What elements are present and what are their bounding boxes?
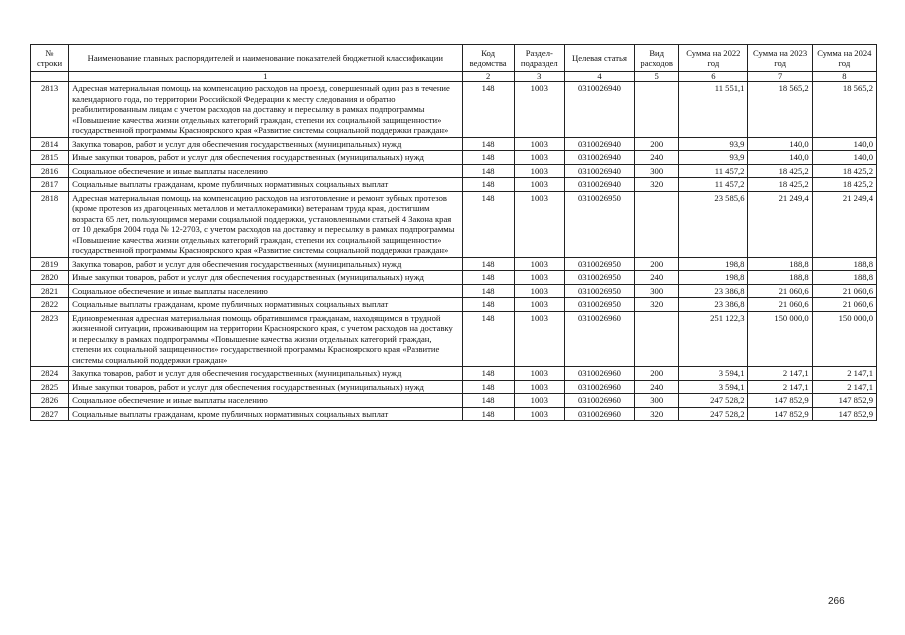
sum-2023: 21 060,6 xyxy=(748,284,812,297)
section-code: 1003 xyxy=(514,380,564,393)
sum-2022: 23 386,8 xyxy=(679,284,748,297)
table-header xyxy=(31,45,877,82)
row-number: 2827 xyxy=(31,407,69,420)
sum-2022: 23 386,8 xyxy=(679,298,748,311)
dept-code: 148 xyxy=(462,151,514,164)
sum-2023: 2 147,1 xyxy=(748,380,812,393)
header-sum-2023: Сумма на 2023 год xyxy=(748,45,812,72)
table-row xyxy=(31,191,877,257)
target-article: 0310026960 xyxy=(564,394,634,407)
dept-code: 148 xyxy=(462,367,514,380)
dept-code: 148 xyxy=(462,311,514,366)
sum-2024: 2 147,1 xyxy=(812,367,876,380)
page-number: 266 xyxy=(828,596,845,607)
row-name: Закупка товаров, работ и услуг для обеспечения государственных (муниципальных) нужд xyxy=(69,367,462,380)
header-name: Наименование главных распорядителей и наименование показателей бюджетной классификации xyxy=(69,45,462,72)
row-number: 2814 xyxy=(31,137,69,150)
dept-code: 148 xyxy=(462,164,514,177)
expense-type: 300 xyxy=(635,394,679,407)
section-code: 1003 xyxy=(514,367,564,380)
column-number xyxy=(31,72,69,82)
sum-2023: 2 147,1 xyxy=(748,367,812,380)
sum-2022: 11 551,1 xyxy=(679,82,748,137)
table-row xyxy=(31,394,877,407)
sum-2024: 18 425,2 xyxy=(812,164,876,177)
sum-2023: 150 000,0 xyxy=(748,311,812,366)
row-number: 2821 xyxy=(31,284,69,297)
sum-2022: 93,9 xyxy=(679,151,748,164)
sum-2024: 147 852,9 xyxy=(812,407,876,420)
sum-2023: 147 852,9 xyxy=(748,407,812,420)
target-article: 0310026960 xyxy=(564,407,634,420)
row-number: 2818 xyxy=(31,191,69,257)
expense-type: 240 xyxy=(635,271,679,284)
table-row xyxy=(31,137,877,150)
table-row xyxy=(31,178,877,191)
target-article: 0310026940 xyxy=(564,151,634,164)
expense-type: 320 xyxy=(635,178,679,191)
expense-type xyxy=(635,82,679,137)
sum-2023: 18 425,2 xyxy=(748,164,812,177)
section-code: 1003 xyxy=(514,284,564,297)
sum-2023: 21 249,4 xyxy=(748,191,812,257)
target-article: 0310026960 xyxy=(564,380,634,393)
sum-2022: 3 594,1 xyxy=(679,367,748,380)
row-name: Социальное обеспечение и иные выплаты населению xyxy=(69,284,462,297)
sum-2022: 198,8 xyxy=(679,271,748,284)
table-row xyxy=(31,82,877,137)
target-article: 0310026940 xyxy=(564,137,634,150)
dept-code: 148 xyxy=(462,298,514,311)
sum-2022: 11 457,2 xyxy=(679,178,748,191)
section-code: 1003 xyxy=(514,178,564,191)
sum-2022: 247 528,2 xyxy=(679,407,748,420)
target-article: 0310026950 xyxy=(564,191,634,257)
row-name: Социальные выплаты гражданам, кроме публичных нормативных социальных выплат xyxy=(69,178,462,191)
dept-code: 148 xyxy=(462,284,514,297)
column-number: 2 xyxy=(462,72,514,82)
row-name: Социальные выплаты гражданам, кроме публичных нормативных социальных выплат xyxy=(69,407,462,420)
sum-2023: 188,8 xyxy=(748,271,812,284)
dept-code: 148 xyxy=(462,394,514,407)
table-row xyxy=(31,284,877,297)
expense-type: 200 xyxy=(635,257,679,270)
table-row xyxy=(31,311,877,366)
table-row xyxy=(31,257,877,270)
table-row xyxy=(31,151,877,164)
sum-2022: 11 457,2 xyxy=(679,164,748,177)
section-code: 1003 xyxy=(514,394,564,407)
row-number: 2822 xyxy=(31,298,69,311)
sum-2024: 147 852,9 xyxy=(812,394,876,407)
header-section: Раздел-подраздел xyxy=(514,45,564,72)
expense-type xyxy=(635,311,679,366)
target-article: 0310026960 xyxy=(564,367,634,380)
column-number: 7 xyxy=(748,72,812,82)
section-code: 1003 xyxy=(514,82,564,137)
header-expense-type: Вид расходов xyxy=(635,45,679,72)
section-code: 1003 xyxy=(514,191,564,257)
column-number: 6 xyxy=(679,72,748,82)
sum-2022: 247 528,2 xyxy=(679,394,748,407)
expense-type: 320 xyxy=(635,407,679,420)
sum-2023: 147 852,9 xyxy=(748,394,812,407)
sum-2024: 18 565,2 xyxy=(812,82,876,137)
table-row xyxy=(31,380,877,393)
dept-code: 148 xyxy=(462,407,514,420)
row-number: 2813 xyxy=(31,82,69,137)
header-dept-code: Код ведомства xyxy=(462,45,514,72)
row-number: 2826 xyxy=(31,394,69,407)
expense-type: 200 xyxy=(635,367,679,380)
column-number: 3 xyxy=(514,72,564,82)
section-code: 1003 xyxy=(514,271,564,284)
section-code: 1003 xyxy=(514,137,564,150)
expense-type: 300 xyxy=(635,284,679,297)
target-article: 0310026940 xyxy=(564,178,634,191)
target-article: 0310026950 xyxy=(564,298,634,311)
header-sum-2022: Сумма на 2022 год xyxy=(679,45,748,72)
target-article: 0310026940 xyxy=(564,164,634,177)
dept-code: 148 xyxy=(462,82,514,137)
expense-type: 320 xyxy=(635,298,679,311)
row-number: 2819 xyxy=(31,257,69,270)
row-number: 2817 xyxy=(31,178,69,191)
header-row-number: № строки xyxy=(31,45,69,72)
target-article: 0310026960 xyxy=(564,311,634,366)
expense-type: 200 xyxy=(635,137,679,150)
sum-2024: 188,8 xyxy=(812,257,876,270)
column-number-row xyxy=(31,72,877,82)
sum-2023: 18 565,2 xyxy=(748,82,812,137)
sum-2024: 140,0 xyxy=(812,137,876,150)
row-number: 2823 xyxy=(31,311,69,366)
section-code: 1003 xyxy=(514,407,564,420)
row-name: Иные закупки товаров, работ и услуг для обеспечения государственных (муниципальных) нужд xyxy=(69,271,462,284)
row-name: Закупка товаров, работ и услуг для обеспечения государственных (муниципальных) нужд xyxy=(69,257,462,270)
sum-2022: 23 585,6 xyxy=(679,191,748,257)
row-name: Адресная материальная помощь на компенсацию расходов на проезд, совершенный один раз в течение календарного года, по территории Российской Федерации к месту следования и обратно реабилитированным лицам с учетом расходов на доставку и пересылку в рамках подпрограммы «Повышение качества жизни отдельных категорий граждан, степени их социальной защищенности» государственной программы Красноярского края «Развитие системы социальной поддержки граждан» xyxy=(69,82,462,137)
sum-2022: 93,9 xyxy=(679,137,748,150)
section-code: 1003 xyxy=(514,257,564,270)
target-article: 0310026950 xyxy=(564,271,634,284)
row-number: 2825 xyxy=(31,380,69,393)
expense-type xyxy=(635,191,679,257)
table-row xyxy=(31,271,877,284)
row-number: 2820 xyxy=(31,271,69,284)
row-name: Адресная материальная помощь на компенсацию расходов на изготовление и ремонт зубных протезов (кроме протезов из драгоценных металлов и металлокерамики) ветеранам труда края, достигшим возраста 65 лет, пользующимся мерами социальной поддержки, установленными статьей 4 Закона края от 10 декабря 2004 года № 12-2703, с учетом расходов на доставку и пересылку в рамках подпрограммы «Повышение качества жизни отдельных категорий граждан, степени их социальной защищенности» государственной программы Красноярского края «Развитие системы социальной поддержки граждан» xyxy=(69,191,462,257)
table-row xyxy=(31,298,877,311)
table-body xyxy=(31,82,877,421)
sum-2023: 18 425,2 xyxy=(748,178,812,191)
sum-2023: 140,0 xyxy=(748,137,812,150)
row-name: Единовременная адресная материальная помощь обратившимся гражданам, находящимся в трудной жизненной ситуации, проживающим на территории Красноярского края, с учетом расходов на доставку и пересылку в рамках подпрограммы «Повышение качества жизни отдельных категорий граждан, степени их социальной защищенности» государственной программы Красноярского края «Развитие системы социальной поддержки граждан» xyxy=(69,311,462,366)
column-number: 8 xyxy=(812,72,876,82)
expense-type: 300 xyxy=(635,164,679,177)
sum-2024: 21 060,6 xyxy=(812,284,876,297)
sum-2024: 140,0 xyxy=(812,151,876,164)
row-number: 2824 xyxy=(31,367,69,380)
sum-2024: 18 425,2 xyxy=(812,178,876,191)
sum-2022: 198,8 xyxy=(679,257,748,270)
dept-code: 148 xyxy=(462,137,514,150)
row-name: Иные закупки товаров, работ и услуг для обеспечения государственных (муниципальных) нужд xyxy=(69,151,462,164)
sum-2024: 188,8 xyxy=(812,271,876,284)
column-number: 4 xyxy=(564,72,634,82)
table-row xyxy=(31,367,877,380)
header-target-article: Целевая статья xyxy=(564,45,634,72)
column-number: 5 xyxy=(635,72,679,82)
section-code: 1003 xyxy=(514,311,564,366)
section-code: 1003 xyxy=(514,151,564,164)
dept-code: 148 xyxy=(462,191,514,257)
dept-code: 148 xyxy=(462,271,514,284)
sum-2024: 21 249,4 xyxy=(812,191,876,257)
section-code: 1003 xyxy=(514,298,564,311)
expense-type: 240 xyxy=(635,151,679,164)
sum-2023: 21 060,6 xyxy=(748,298,812,311)
row-name: Закупка товаров, работ и услуг для обеспечения государственных (муниципальных) нужд xyxy=(69,137,462,150)
column-number: 1 xyxy=(69,72,462,82)
sum-2023: 140,0 xyxy=(748,151,812,164)
table-row xyxy=(31,164,877,177)
dept-code: 148 xyxy=(462,380,514,393)
table-row xyxy=(31,407,877,420)
section-code: 1003 xyxy=(514,164,564,177)
dept-code: 148 xyxy=(462,178,514,191)
row-name: Социальное обеспечение и иные выплаты населению xyxy=(69,394,462,407)
header-sum-2024: Сумма на 2024 год xyxy=(812,45,876,72)
sum-2024: 21 060,6 xyxy=(812,298,876,311)
target-article: 0310026950 xyxy=(564,284,634,297)
sum-2024: 150 000,0 xyxy=(812,311,876,366)
target-article: 0310026940 xyxy=(564,82,634,137)
row-name: Иные закупки товаров, работ и услуг для обеспечения государственных (муниципальных) нужд xyxy=(69,380,462,393)
row-name: Социальные выплаты гражданам, кроме публичных нормативных социальных выплат xyxy=(69,298,462,311)
row-number: 2816 xyxy=(31,164,69,177)
dept-code: 148 xyxy=(462,257,514,270)
sum-2022: 251 122,3 xyxy=(679,311,748,366)
budget-table xyxy=(30,44,877,421)
sum-2022: 3 594,1 xyxy=(679,380,748,393)
sum-2024: 2 147,1 xyxy=(812,380,876,393)
row-number: 2815 xyxy=(31,151,69,164)
target-article: 0310026950 xyxy=(564,257,634,270)
expense-type: 240 xyxy=(635,380,679,393)
sum-2023: 188,8 xyxy=(748,257,812,270)
row-name: Социальное обеспечение и иные выплаты населению xyxy=(69,164,462,177)
